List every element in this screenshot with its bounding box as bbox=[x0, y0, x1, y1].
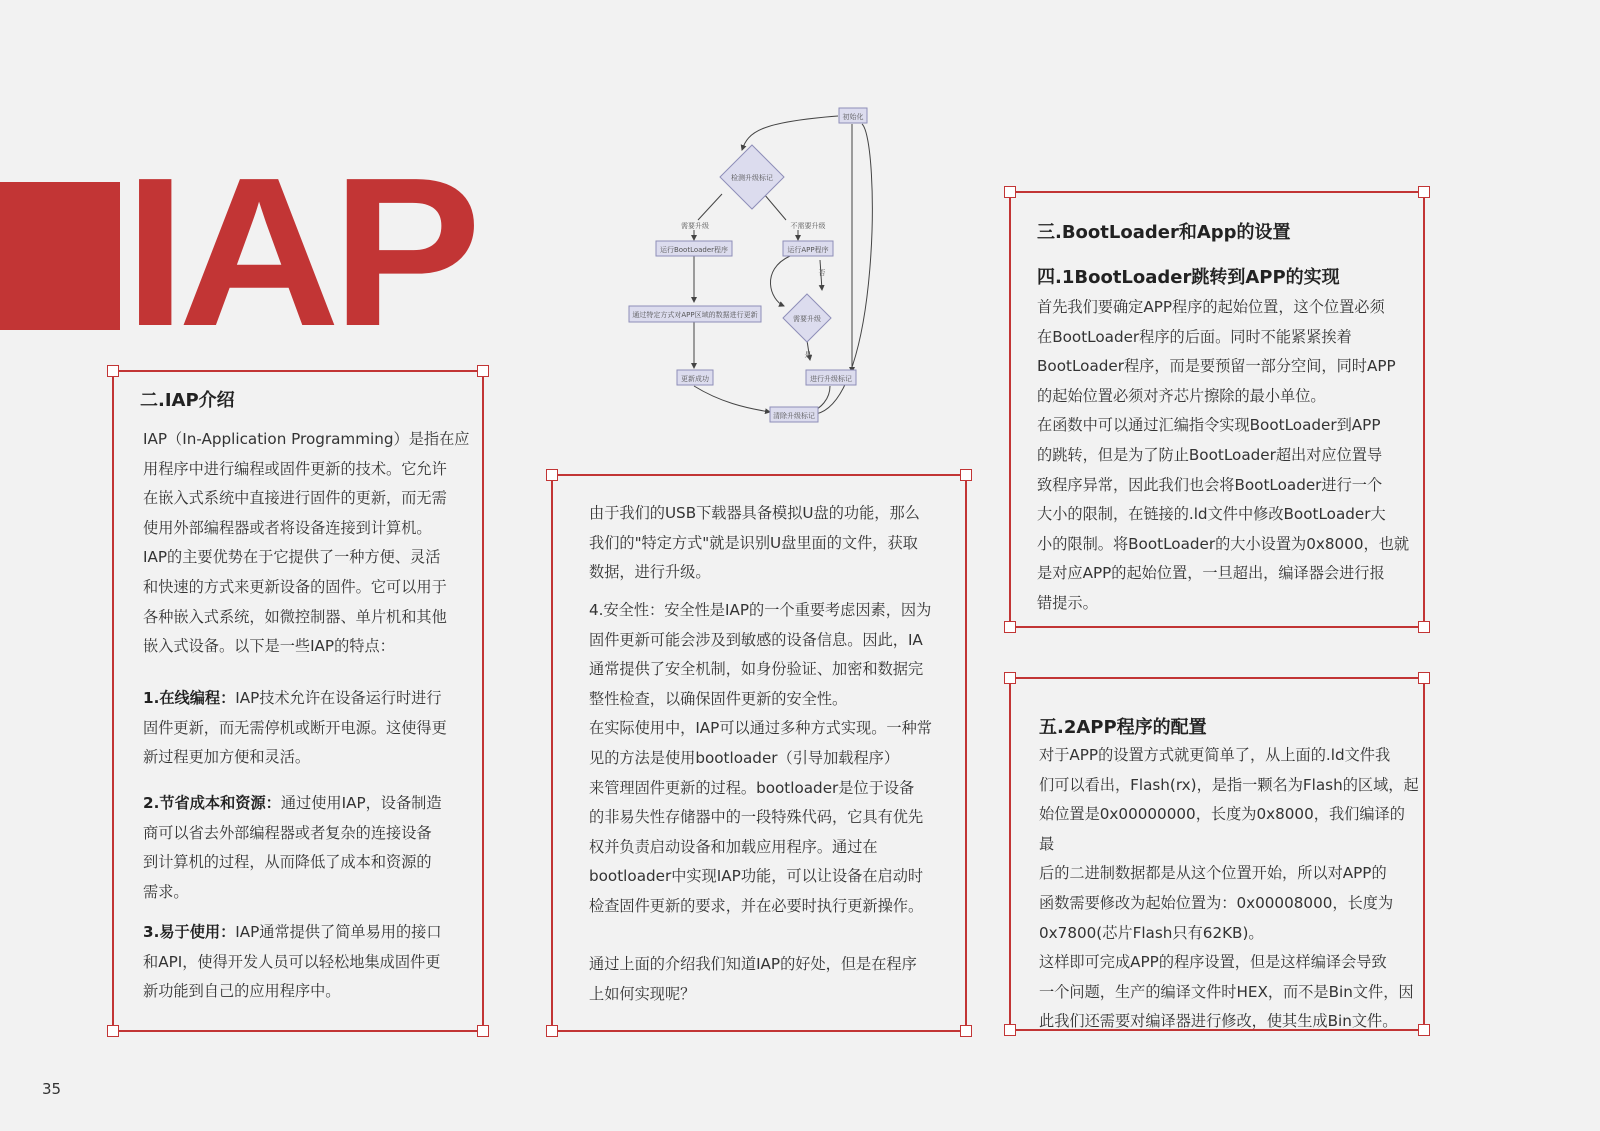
corner-handle bbox=[1418, 672, 1430, 684]
flow-label-set-flag: 进行升级标记 bbox=[810, 375, 852, 383]
app-config-title: 五.2APP程序的配置 bbox=[1039, 717, 1207, 738]
flow-label-need-update: 需要升级 bbox=[681, 222, 709, 230]
flow-label-update-app-area: 通过特定方式对APP区域的数据进行更新 bbox=[632, 311, 758, 319]
flow-label-run-bootloader: 运行BootLoader程序 bbox=[659, 246, 729, 254]
corner-handle bbox=[1418, 621, 1430, 633]
feature-online-programming: 1.在线编程：IAP技术允许在设备运行时进行 固件更新，而无需停机或断开电源。这使得更 新过程更加方便和灵活。 bbox=[143, 689, 447, 767]
corner-handle bbox=[477, 365, 489, 377]
usb-udisk-paragraph: 由于我们的USB下载器具备模拟U盘的功能，那么 我们的"特定方式"就是识别U盘里面的文件，获取 数据，进行升级。 bbox=[589, 504, 920, 582]
flow-label-init: 初始化 bbox=[842, 113, 864, 121]
corner-handle bbox=[107, 1025, 119, 1037]
corner-handle bbox=[1004, 186, 1016, 198]
flow-label-no: 否 bbox=[818, 269, 826, 277]
iap-intro-title: 二.IAP介绍 bbox=[140, 390, 235, 411]
corner-handle bbox=[1004, 1024, 1016, 1036]
flow-label-check: 检测升级标记 bbox=[731, 174, 773, 182]
flow-label-yes: 是 bbox=[804, 351, 812, 359]
feature-save-cost: 2.节省成本和资源：通过使用IAP，设备制造 商可以省去外部编程器或者复杂的连接设备 到计算机的过程，从而降低了成本和资源的 需求。 bbox=[143, 794, 442, 901]
corner-handle bbox=[1418, 186, 1430, 198]
corner-handle bbox=[960, 469, 972, 481]
corner-handle bbox=[546, 469, 558, 481]
feature-easy-to-use: 3.易于使用：IAP通常提供了简单易用的接口 和API，使得开发人员可以轻松地集成固件更 新功能到自己的应用程序中。 bbox=[143, 923, 442, 1001]
corner-handle bbox=[960, 1025, 972, 1037]
app-config-paragraph: 对于APP的设置方式就更简单了，从上面的.ld文件我 们可以看出，Flash(rx)，是指一颗名为Flash的区域，起 始位置是0x00000000，长度为0x8000，我们编译的最 后的二进制数据都是从这个位置开始，所以对APP的 函数需要修改为起始位置为：0x00008000，长度为 0x7800(芯片Flash只有62KB)。 这样即可完成APP的程序设置，但是这样编译会导致 一个问题，生产的编译文件时HEX，而不是Bin文件，因 此我们还需要对编译器进行修改，使其生成Bin文件。 bbox=[1039, 746, 1419, 1031]
implementation-question: 通过上面的介绍我们知道IAP的好处，但是在程序 上如何实现呢？ bbox=[589, 955, 917, 1003]
corner-handle bbox=[1004, 672, 1016, 684]
corner-handle bbox=[1004, 621, 1016, 633]
bootloader-paragraph: 首先我们要确定APP程序的起始位置，这个位置必须 在BootLoader程序的后面。同时不能紧紧挨着 BootLoader程序，而是要预留一部分空间，同时APP 的起始位置必须对齐芯片擦除的最小单位。 在函数中可以通过汇编指令实现BootLoader到APP 的跳转，但是为了防止BootLoader超出对应位置导 致程序异常，因此我们也会将BootLoader进行一个 大小的限制，在链接的.ld文件中修改BootLoader大 小的限制。将BootLoader的大小设置为0x8000，也就 是对应APP的起始位置，一旦超出，编译器会进行报 错提示。 bbox=[1037, 298, 1410, 612]
iap-intro-paragraph: IAP（In-Application Programming）是指在应 用程序中进行编程或固件更新的技术。它允许 在嵌入式系统中直接进行固件的更新，而无需 使用外部编程器或者将设备连接到计算机。 IAP的主要优势在于它提供了一种方便、灵活 和快速的方式来更新设备的固件。它可以用于 各种嵌入式系统，如微控制器、单片机和其他 嵌入式设备。以下是一些IAP的特点： bbox=[143, 430, 470, 656]
page-number: 35 bbox=[42, 1080, 62, 1098]
flow-label-run-app: 运行APP程序 bbox=[787, 246, 829, 254]
flow-label-update-success: 更新成功 bbox=[681, 375, 709, 383]
security-paragraph: 4.安全性：安全性是IAP的一个重要考虑因素，因为 固件更新可能会涉及到敏感的设备信息。因此，IA 通常提供了安全机制，如身份验证、加密和数据完 整性检查，以确保固件更新的安全性。 在实际使用中，IAP可以通过多种方式实现。一种常 见的方法是使用bootloader（引导加载程序） 来管理固件更新的过程。bootloader是位于设备 的非易失性存储器中的一段特殊代码，它具有优先 权并负责启动设备和加载应用程序。通过在 bootloader中实现IAP功能，可以让设备在启动时 检查固件更新的要求，并在必要时执行更新操作。 bbox=[589, 601, 932, 915]
bootloader-jump-subtitle: 四.1BootLoader跳转到APP的实现 bbox=[1037, 267, 1340, 288]
corner-handle bbox=[1418, 1024, 1430, 1036]
flow-label-no-update: 不需要升级 bbox=[790, 222, 826, 230]
flow-label-clear-flag: 清除升级标记 bbox=[773, 412, 815, 420]
banner-title: IAP bbox=[124, 133, 474, 370]
bootloader-section-title: 三.BootLoader和App的设置 bbox=[1037, 222, 1291, 243]
corner-handle bbox=[546, 1025, 558, 1037]
corner-handle bbox=[107, 365, 119, 377]
flow-label-need-update-decision: 需要升级 bbox=[793, 315, 821, 323]
corner-handle bbox=[477, 1025, 489, 1037]
